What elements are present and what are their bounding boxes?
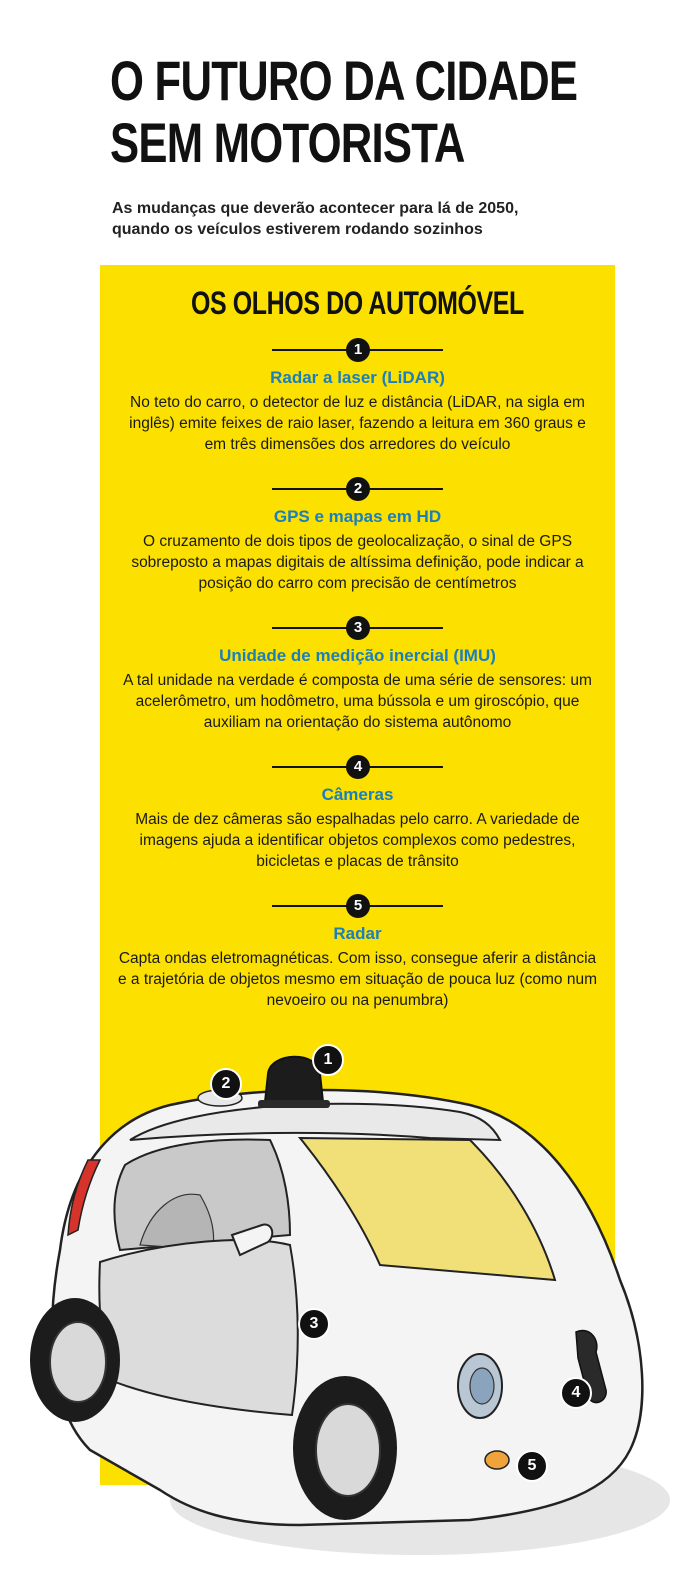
item-title: Radar a laser (LiDAR) <box>270 368 445 387</box>
car-marker-lidar: 1 <box>312 1044 344 1076</box>
car-marker-radar: 5 <box>516 1450 548 1482</box>
subtitle-line-2: quando os veículos estiverem rodando sozinhos <box>112 221 483 238</box>
title-line-2: SEM MOTORISTA <box>110 111 465 174</box>
subtitle <box>112 198 632 240</box>
item-description: Capta ondas eletromagnéticas. Com isso, consegue aferir a distância e a trajetória de objetos mesmo em situação de pouca luz (como num nevoeiro ou na penumbra) <box>117 950 598 1009</box>
item-imu <box>100 615 615 733</box>
car-marker-gps: 2 <box>210 1068 242 1100</box>
item-divider <box>100 337 615 363</box>
item-divider <box>100 893 615 919</box>
page-title <box>110 49 578 174</box>
headlight-lens <box>470 1368 494 1404</box>
item-description: No teto do carro, o detector de luz e distância (LiDAR, na sigla em inglês) emite feixes de raio laser, fazendo a leitura em 360 graus e em três dimensões dos arredores do veículo <box>129 394 586 453</box>
number-badge: 4 <box>346 755 370 779</box>
item-title: GPS e mapas em HD <box>273 507 442 526</box>
item-description: A tal unidade na verdade é composta de uma série de sensores: um acelerômetro, um hodômetro, uma bússola e um giroscópio, que auxiliam na orientação do sistema autônomo <box>123 672 592 731</box>
number-badge: 5 <box>346 894 370 918</box>
item-title: Radar <box>333 924 382 943</box>
car-marker-cameras: 4 <box>560 1377 592 1409</box>
subtitle-line-1: As mudanças que deverão acontecer para lá de 2050, <box>112 200 519 217</box>
rear-wheel-rim <box>50 1322 106 1402</box>
lidar-base <box>258 1100 330 1108</box>
section-title-text: OS OLHOS DO AUTOMÓVEL <box>191 285 524 321</box>
item-lidar <box>100 337 615 455</box>
front-wheel-rim <box>316 1404 380 1496</box>
item-title: Unidade de medição inercial (IMU) <box>219 646 496 665</box>
item-cameras <box>100 754 615 872</box>
item-description: O cruzamento de dois tipos de geolocalização, o sinal de GPS sobreposto a mapas digitais de altíssima definição, pode indicar a posição do carro com precisão de centímetros <box>131 533 584 592</box>
radar-sensor <box>485 1451 509 1469</box>
self-driving-car-illustration <box>0 1030 680 1573</box>
number-badge: 1 <box>346 338 370 362</box>
number-badge: 2 <box>346 477 370 501</box>
section-title <box>100 283 615 323</box>
item-radar <box>100 893 615 1011</box>
item-gps <box>100 476 615 594</box>
item-divider <box>100 476 615 502</box>
item-description: Mais de dez câmeras são espalhadas pelo carro. A variedade de imagens ajuda a identificar objetos complexos como pedestres, bicicletas e placas de trânsito <box>135 811 580 870</box>
item-divider <box>100 754 615 780</box>
number-badge: 3 <box>346 616 370 640</box>
title-line-1: O FUTURO DA CIDADE <box>110 49 578 112</box>
car-marker-imu: 3 <box>298 1308 330 1340</box>
item-title: Câmeras <box>321 785 394 804</box>
item-divider <box>100 615 615 641</box>
